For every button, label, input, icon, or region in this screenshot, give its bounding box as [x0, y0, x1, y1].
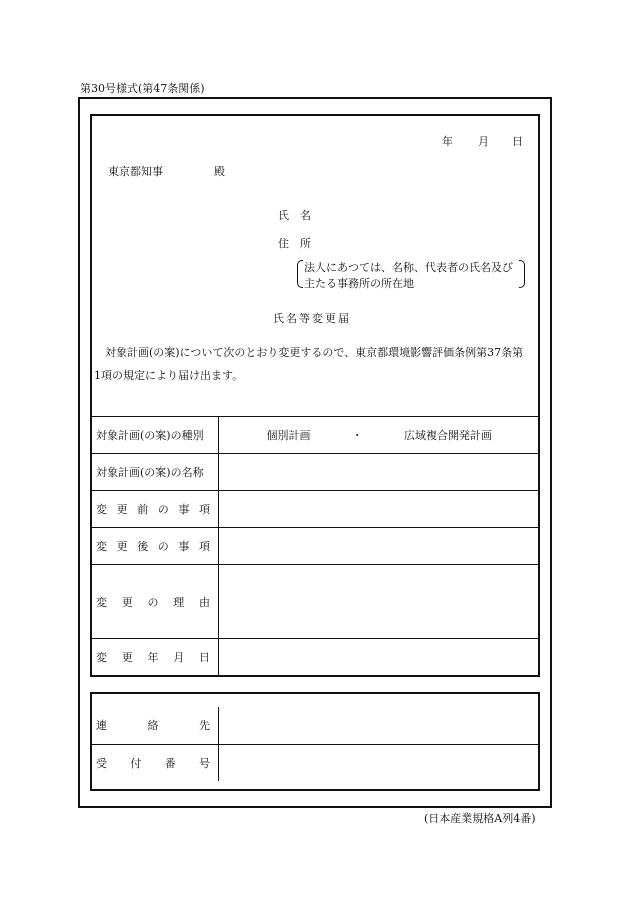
- label-char: 更: [121, 595, 133, 609]
- plan-type-value[interactable]: [218, 417, 540, 454]
- plan-type-option-regional[interactable]: 広域複合開発計画: [404, 429, 492, 442]
- before-change-field[interactable]: [218, 491, 540, 528]
- before-change-label: [90, 491, 218, 528]
- table-row: [90, 528, 540, 565]
- label-char: 年: [147, 651, 159, 665]
- label-char: 後: [137, 540, 149, 553]
- paper-size-note: (日本産業規格A列4番): [424, 812, 536, 825]
- table-row: [90, 491, 540, 528]
- address-label-2: 所: [300, 237, 311, 250]
- receipt-number-label: [90, 744, 218, 781]
- label-char: 受: [96, 756, 107, 770]
- contact-label: [90, 707, 218, 744]
- label-char: の: [157, 540, 169, 553]
- after-change-label: [90, 528, 218, 565]
- date-month[interactable]: 月: [478, 135, 489, 148]
- addressee-name: 東京都知事: [108, 165, 163, 178]
- contact-field[interactable]: [218, 707, 540, 744]
- date-year[interactable]: 年: [442, 135, 453, 148]
- plan-name-label: 対象計画(の案)の名称: [90, 454, 218, 491]
- corporation-note-line1: 法人にあつては、名称、代表者の氏名及び: [304, 261, 513, 274]
- change-reason-label: [90, 565, 218, 639]
- label-char: 連: [96, 719, 107, 733]
- change-reason-field[interactable]: [218, 565, 540, 639]
- plan-name-field[interactable]: [218, 454, 540, 491]
- label-char: 変: [96, 503, 107, 516]
- label-char: 変: [96, 651, 107, 665]
- table-row: [90, 639, 540, 676]
- receipt-number-field[interactable]: [218, 744, 540, 781]
- label-char: 更: [116, 540, 128, 553]
- change-date-field[interactable]: [218, 639, 540, 676]
- table-row: [90, 744, 540, 781]
- after-change-field[interactable]: [218, 528, 540, 565]
- address-label-1: 住: [278, 237, 289, 250]
- label-char: 変: [96, 595, 107, 609]
- plan-type-option-individual[interactable]: 個別計画: [266, 429, 311, 442]
- label-char: 更: [121, 651, 133, 665]
- name-label-1: 氏: [278, 209, 289, 222]
- bracket-left: [297, 260, 303, 288]
- label-char: 事: [178, 503, 190, 516]
- label-char: 由: [199, 595, 210, 609]
- table-row: [90, 707, 540, 744]
- label-char: 絡: [147, 719, 159, 733]
- label-char: 日: [199, 651, 210, 665]
- label-char: 前: [137, 503, 149, 516]
- form-main-table: [90, 416, 540, 676]
- form-body-text: 対象計画(の案)について次のとおり変更するので、東京都環境影響評価条例第37条第1項の規定により届け出ます。: [94, 346, 524, 382]
- label-char: 変: [96, 540, 107, 553]
- table-row: [90, 565, 540, 639]
- label-char: 更: [116, 503, 128, 516]
- change-date-label: [90, 639, 218, 676]
- label-char: 月: [173, 651, 185, 665]
- label-char: の: [147, 595, 159, 609]
- form-title: 氏名等変更届: [273, 312, 351, 325]
- plan-type-label: 対象計画(の案)の種別: [90, 417, 218, 454]
- label-char: 付: [130, 756, 142, 770]
- label-char: 項: [198, 540, 210, 553]
- label-char: の: [157, 503, 169, 516]
- corporation-note-line2: 主たる事務所の所在地: [304, 277, 414, 290]
- date-day[interactable]: 日: [512, 135, 523, 148]
- label-char: 号: [198, 756, 210, 770]
- table-row: [90, 454, 540, 491]
- label-char: 事: [178, 540, 190, 553]
- table-row: [90, 417, 540, 454]
- label-char: 項: [198, 503, 210, 516]
- bracket-right: [519, 260, 525, 288]
- form-number: 第30号様式(第47条関係): [80, 82, 205, 95]
- label-char: 先: [199, 719, 210, 733]
- form-contact-table: [90, 707, 540, 781]
- plan-type-separator: ・: [351, 429, 363, 442]
- name-label-2: 名: [300, 209, 311, 222]
- addressee-honorific: 殿: [214, 165, 225, 178]
- label-char: 番: [164, 756, 176, 770]
- label-char: 理: [173, 595, 185, 609]
